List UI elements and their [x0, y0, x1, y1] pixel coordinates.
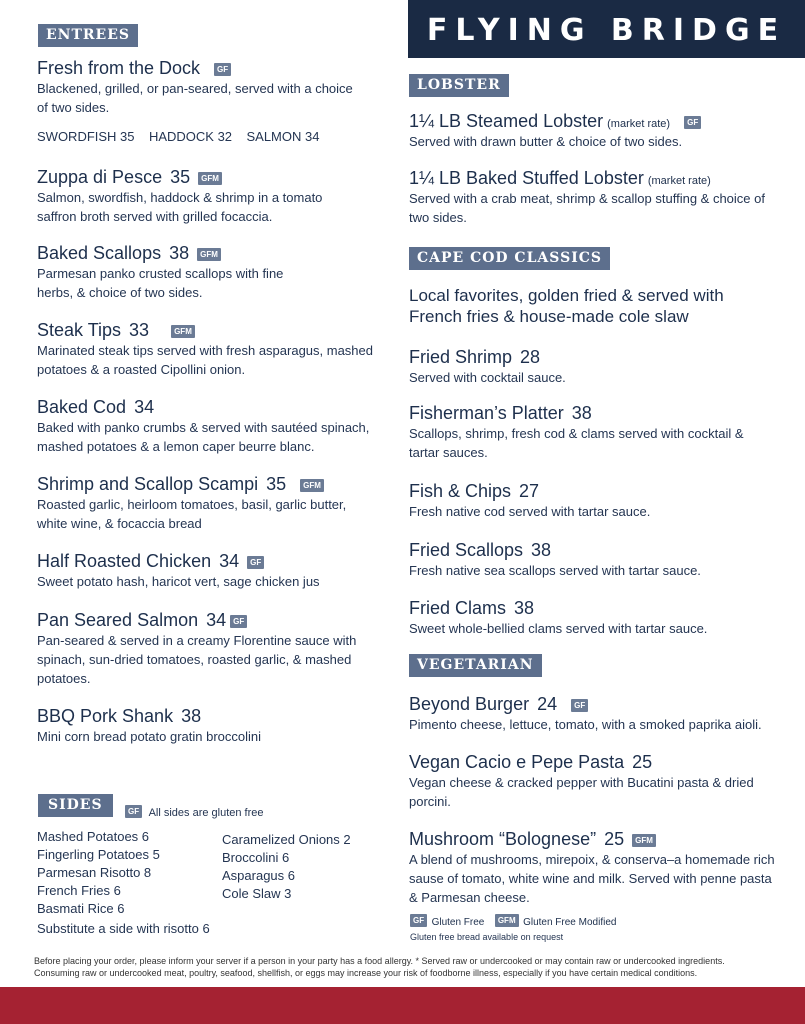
gf-badge: GF [684, 116, 701, 129]
classics-heading: CAPE COD CLASSICS [409, 247, 610, 270]
menu-item-pork-shank [37, 706, 385, 746]
menu-item-pan-seared-salmon [37, 610, 385, 688]
menu-item-fried-scallops [409, 540, 789, 580]
menu-item-fried-shrimp [409, 347, 789, 387]
item-name: Pan Seared Salmon [37, 610, 199, 630]
item-name: Half Roasted Chicken [37, 551, 212, 571]
item-price: 27 [519, 481, 540, 501]
gf-legend-label: Gluten Free [431, 917, 485, 928]
disclaimer-line-2: Consuming raw or undercooked meat, poultry, seafood, shellfish, or eggs may increase your risk of foodborne illness, especially if you have certain medical conditions. [34, 968, 698, 978]
side-item: French Fries 6 [37, 883, 121, 898]
gluten-free-bread-note: Gluten free bread available on request [410, 932, 564, 942]
item-name: Baked Scallops [37, 243, 162, 263]
item-price: 38 [571, 403, 592, 423]
side-item: Fingerling Potatoes 5 [37, 847, 160, 862]
menu-item-fish-chips [409, 481, 789, 521]
item-description: Fresh native cod served with tartar sauce. [409, 504, 651, 519]
vegetarian-heading: VEGETARIAN [409, 654, 542, 677]
side-item: Cole Slaw 3 [222, 886, 292, 901]
item-description: Served with cocktail sauce. [409, 370, 566, 385]
item-description: Vegan cheese & cracked pepper with Bucatini pasta & dried porcini. [409, 775, 754, 809]
item-description: Pan-seared & served in a creamy Florentine sauce with spinach, sun-dried tomatoes, roasted garlic, & mashed potatoes. [37, 633, 357, 686]
gf-badge: GF [214, 63, 231, 76]
menu-item-zuppa [37, 167, 337, 226]
gfm-badge: GFM [632, 834, 656, 847]
gf-badge: GF [410, 914, 427, 927]
menu-item-roasted-chicken [37, 551, 385, 591]
item-description: Scallops, shrimp, fresh cod & clams served with cocktail & tartar sauces. [409, 426, 744, 460]
gfm-badge: GFM [197, 248, 221, 261]
sides-note-text: All sides are gluten free [148, 807, 264, 819]
item-description: Served with a crab meat, shrimp & scallop stuffing & choice of two sides. [409, 191, 765, 225]
gfm-badge: GFM [300, 479, 324, 492]
item-description: Baked with panko crumbs & served with sautéed spinach, mashed potatoes & a lemon caper beurre blanc. [37, 420, 370, 454]
market-rate-note: (market rate) [607, 118, 671, 130]
item-price: 34 [219, 551, 240, 571]
item-price: 25 [604, 829, 625, 849]
item-description: Sweet whole-bellied clams served with tartar sauce. [409, 621, 708, 636]
item-name: Fisherman’s Platter [409, 403, 564, 423]
menu-item-steak-tips [37, 320, 385, 379]
badge-legend [410, 912, 616, 930]
brand-name: FLYING BRIDGE [426, 13, 787, 48]
side-item: Substitute a side with risotto 6 [37, 921, 210, 936]
item-price: 38 [169, 243, 190, 263]
side-item: Asparagus 6 [222, 868, 295, 883]
item-description: Salmon, swordfish, haddock & shrimp in a tomato saffron broth served with grilled focaccia. [37, 190, 323, 224]
side-item: Basmati Rice 6 [37, 901, 125, 916]
gfm-badge: GFM [495, 914, 519, 927]
item-description: Blackened, grilled, or pan-seared, served with a choice of two sides. [37, 81, 353, 115]
item-name: BBQ Pork Shank [37, 706, 174, 726]
item-description: Parmesan panko crusted scallops with fine herbs, & choice of two sides. [37, 266, 284, 300]
item-price: 38 [531, 540, 552, 560]
menu-item-stuffed-lobster [409, 168, 789, 227]
menu-item-fried-clams [409, 598, 789, 638]
gf-badge: GF [125, 805, 142, 818]
item-description: Sweet potato hash, haricot vert, sage chicken jus [37, 574, 320, 589]
brand-header [408, 0, 805, 58]
footer-band [0, 987, 805, 1024]
item-name: 1¼ LB Steamed Lobster [409, 111, 604, 131]
item-price: 35 [266, 474, 287, 494]
item-price: 35 [170, 167, 191, 187]
gfm-badge: GFM [198, 172, 222, 185]
gfm-badge: GFM [171, 325, 195, 338]
menu-item-steamed-lobster [409, 111, 789, 151]
item-price: 38 [514, 598, 535, 618]
item-price: 34 [134, 397, 155, 417]
sides-list-right [222, 831, 351, 903]
item-description: Roasted garlic, heirloom tomatoes, basil, garlic butter, white wine, & focaccia bread [37, 497, 347, 531]
item-price: 25 [632, 752, 653, 772]
item-name: Beyond Burger [409, 694, 530, 714]
item-name: Fried Scallops [409, 540, 524, 560]
item-name: Fried Clams [409, 598, 507, 618]
item-price: 38 [181, 706, 202, 726]
sides-note [125, 803, 264, 821]
menu-item-mushroom-bolognese [409, 829, 794, 907]
item-price: 24 [537, 694, 558, 714]
fish-options: SWORDFISH 35 HADDOCK 32 SALMON 34 [37, 129, 320, 144]
entrees-heading: ENTREES [38, 24, 138, 47]
menu-item-cacio-pepe [409, 752, 794, 811]
item-name: Steak Tips [37, 320, 122, 340]
item-price: 28 [520, 347, 541, 367]
menu-item-fishermans-platter [409, 403, 789, 462]
sides-heading: SIDES [38, 794, 113, 817]
menu-item-baked-cod [37, 397, 385, 456]
item-description: Marinated steak tips served with fresh asparagus, mashed potatoes & a roasted Cipollini onion. [37, 343, 374, 377]
item-description: Mini corn bread potato gratin broccolini [37, 729, 262, 744]
item-price: 34 [206, 610, 227, 630]
gf-badge: GF [247, 556, 264, 569]
item-name: Shrimp and Scallop Scampi [37, 474, 259, 494]
menu-item-beyond-burger [409, 694, 794, 734]
side-item: Mashed Potatoes 6 [37, 829, 150, 844]
disclaimer-line-1: Before placing your order, please inform your server if a person in your party has a food allergy. * Served raw or undercooked or may contain raw or undercooked ingredients. [34, 956, 725, 966]
item-name: Mushroom “Bolognese” [409, 829, 597, 849]
item-name: Zuppa di Pesce [37, 167, 163, 187]
gf-badge: GF [230, 615, 247, 628]
item-name: Fresh from the Dock [37, 58, 201, 78]
menu-item-fresh-from-dock [37, 58, 382, 144]
item-name: Vegan Cacio e Pepe Pasta [409, 752, 625, 772]
item-name: Baked Cod [37, 397, 127, 417]
item-name: Fish & Chips [409, 481, 512, 501]
gfm-legend-label: Gluten Free Modified [523, 917, 617, 928]
side-item: Parmesan Risotto 8 [37, 865, 152, 880]
lobster-heading: LOBSTER [409, 74, 509, 97]
market-rate-note: (market rate) [647, 175, 711, 187]
side-item: Broccolini 6 [222, 850, 290, 865]
item-description: A blend of mushrooms, mirepoix, & conserva–a homemade rich sause of tomato, white wine and milk. Served with penne pasta & Parmesan cheese. [409, 852, 775, 905]
item-name: 1¼ LB Baked Stuffed Lobster [409, 168, 644, 188]
classics-intro: Local favorites, golden fried & served with French fries & house-made cole slaw [409, 286, 724, 326]
menu-item-baked-scallops [37, 243, 337, 302]
item-description: Pimento cheese, lettuce, tomato, with a smoked paprika aioli. [409, 717, 762, 732]
item-description: Served with drawn butter & choice of two sides. [409, 134, 683, 149]
menu-item-scampi [37, 474, 385, 533]
item-price: 33 [129, 320, 150, 340]
gf-badge: GF [571, 699, 588, 712]
allergy-disclaimer [34, 955, 774, 979]
item-description: Fresh native sea scallops served with tartar sauce. [409, 563, 701, 578]
item-name: Fried Shrimp [409, 347, 513, 367]
sides-list-left [37, 828, 210, 938]
side-item: Caramelized Onions 2 [222, 832, 351, 847]
